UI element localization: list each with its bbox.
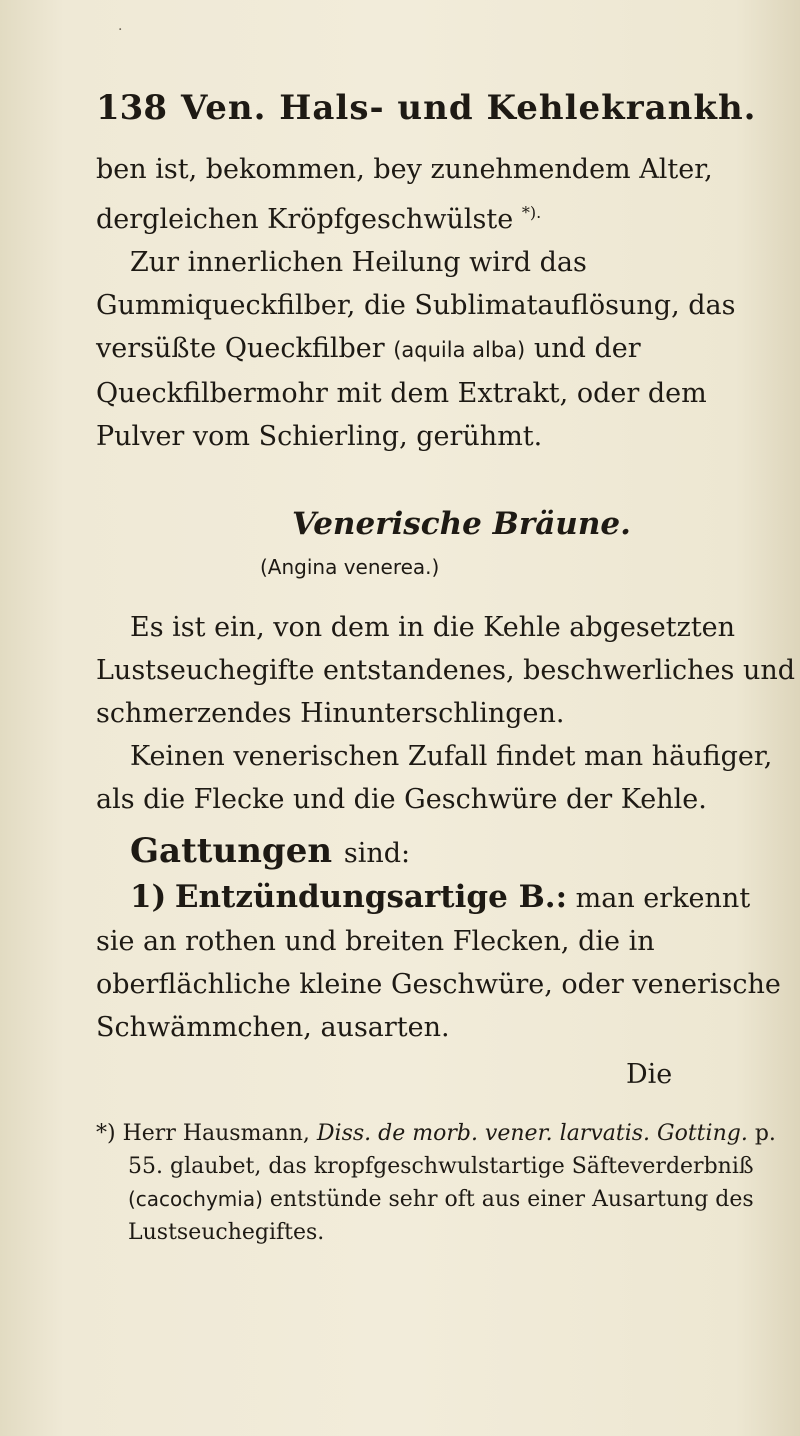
paragraph-1-text: ben ist, bekommen, bey zunehmendem Alter, dergleichen Kröpfgeschwülste — [96, 154, 713, 235]
running-head — [96, 88, 796, 148]
text-block — [96, 88, 796, 1249]
footnote-latin: (cacochymia) — [128, 1187, 263, 1211]
subsection-heading-after: sind: — [343, 838, 411, 869]
header-title: Ven. Hals- und Kehlekrankh. — [180, 88, 757, 128]
page-number: 138 — [96, 88, 167, 128]
subsection-heading — [130, 829, 796, 876]
paragraph-3-text: Queckfilbermohr mit dem Extrakt, oder dem Pulver vom Schierling, gerühmt. — [96, 378, 707, 452]
footnote-page: p. 55. — [128, 1121, 776, 1179]
footnote-text-end: entstünde sehr oft aus einer Ausartung des Lustseuchegiftes. — [128, 1187, 754, 1245]
section-paragraph-2: Keinen venerischen Zufall findet man häufiger, als die Flecke und die Geschwüre der Kehle. — [96, 741, 773, 815]
variety-item-1 — [96, 876, 796, 1049]
footnote-marker: *). — [521, 203, 542, 222]
footnote-marker-bottom: *) — [96, 1121, 116, 1146]
footnote-work: Diss. de morb. vener. larvatis. Gotting. — [316, 1121, 748, 1146]
variety-text: man erkennt sie an rothen und breiten Flecken, die in oberflächliche kleine Geschwüre, oder venerische Schwämmchen, ausarten. — [96, 883, 781, 1043]
subsection-heading-text: Gattungen — [130, 831, 333, 871]
paragraph-1 — [96, 148, 796, 241]
section-subheading — [260, 550, 796, 586]
section-subheading-text: (Angina venerea.) — [260, 555, 440, 579]
catchword: Die — [626, 1059, 673, 1090]
paragraph-2 — [96, 241, 796, 458]
section-heading: Venerische Bräune. — [292, 506, 631, 542]
footnote-author: Herr Hausmann, — [122, 1121, 310, 1146]
section-paragraph-1: Es ist ein, von dem in die Kehle abgesetzten Lustseuchegifte entstandenes, beschwerliches und schmerzendes Hinunterschlingen. — [96, 612, 796, 729]
margin-speck: · — [118, 22, 123, 38]
paragraph-2-text: Zur innerlichen Heilung wird das Gummiqueckfilber, die Sublimatauflösung, das versüßte Queckfilber — [96, 247, 736, 364]
latin-gloss-after: und der — [533, 333, 641, 364]
latin-gloss: (aquila alba) — [393, 338, 526, 362]
footnote-text: glaubet, das kropfgeschwulstartige Säfteverderbniß — [170, 1154, 754, 1179]
footnote — [96, 1117, 796, 1249]
variety-number: 1) — [130, 879, 167, 915]
variety-title: Entzündungsartige B.: — [174, 879, 568, 915]
